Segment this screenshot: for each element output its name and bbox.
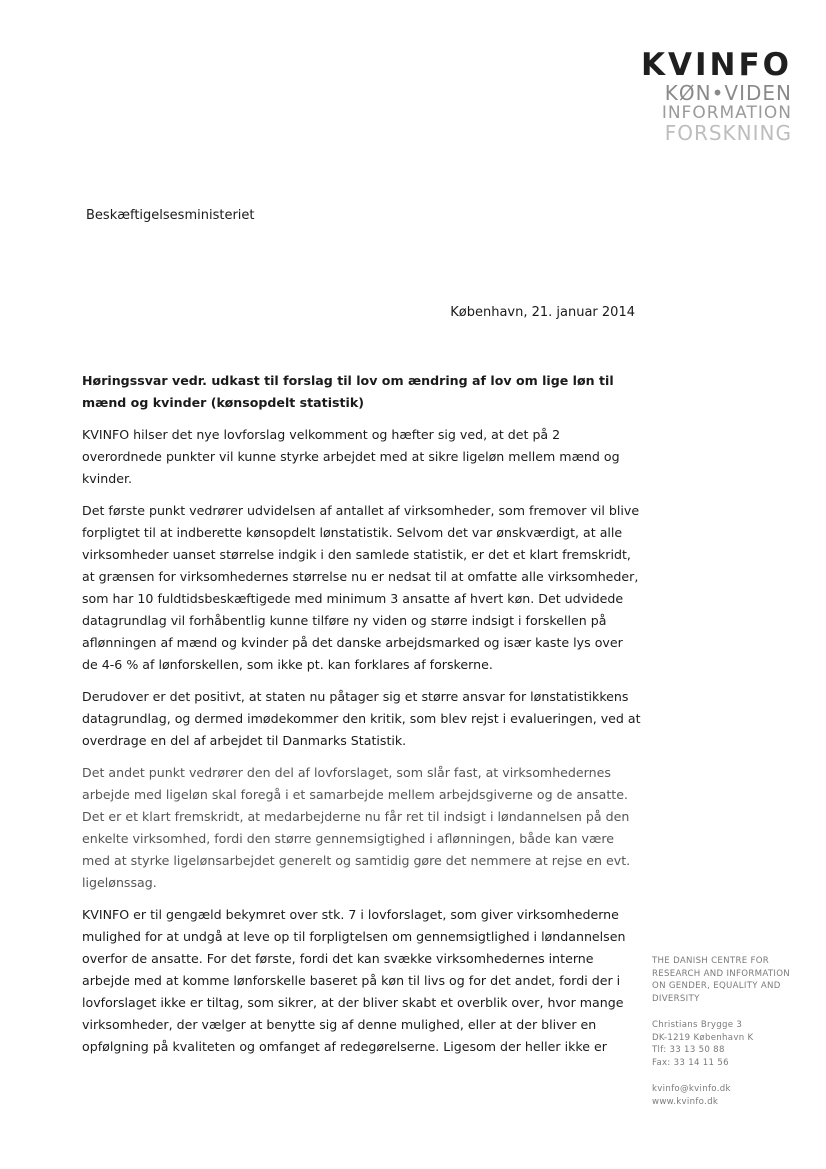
logo-line-3: INFORMATION: [661, 103, 792, 123]
org-line: DIVERSITY: [652, 993, 700, 1004]
phone-line: Tlf: 33 13 50 88: [652, 1045, 725, 1055]
fax-line: Fax: 33 14 11 56: [652, 1057, 729, 1068]
dateline: København, 21. januar 2014: [450, 305, 635, 320]
letter-title: Høringssvar vedr. udkast til forslag til lov om ændring af lov om lige løn til mænd og kvinder (kønsopdelt statistik): [82, 373, 614, 410]
letter-body: [82, 370, 642, 1068]
org-line: THE DANISH CENTRE FOR: [652, 956, 770, 966]
org-line: ON GENDER, EQUALITY AND: [652, 981, 781, 991]
logo-line-4: FORSKNING: [664, 121, 792, 145]
email-link[interactable]: kvinfo@kvinfo.dk: [652, 1084, 731, 1094]
paragraph-3: Derudover er det positivt, at staten nu påtager sig et større ansvar for lønstatistikkens datagrundlag, og dermed imødekommer den kritik, som blev rejst i evalueringen, ved at overdrage en del af arbejdet til Danmarks Statistik.: [82, 689, 641, 748]
paragraph-2: Det første punkt vedrører udvidelsen af antallet af virksomheder, som fremover vil blive forpligtet til at indberette kønsopdelt lønstatistik. Selvom det var ønskværdigt, at alle virksomheder uanset størrelse indgik i den samlede statistik, er det et klart fremskridt, at grænsen for virksomhedernes størrelse nu er nedsat til at omfatte alle virksomheder, som har 10 fuldtidsbeskæftigede med minimum 3 ansatte af hvert køn. Det udvidede datagrundlag vil forhåbentlig kunne tilføre ny viden og større indsigt i forskellen på aflønningen af mænd og kvinder på det danske arbejdsmarked og især kaste lys over de 4-6 % af lønforskellen, som ikke pt. kan forklares af forskerne.: [82, 503, 640, 672]
paragraph-5: KVINFO er til gengæld bekymret over stk. 7 i lovforslaget, som giver virksomhederne mulighed for at undgå at leve op til forpligtelsen om gennemsigtlighed i løndannelsen overfor de ansatte. For det første, fordi det kan svække virksomhedernes interne arbejde med at komme lønforskelle baseret på køn til livs og for det andet, fordi der i lovforslaget ikke er tiltag, som sikrer, at der bliver skabt et overblik over, hvor mange virksomheder, der vælger at benytte sig af denne mulighed, eller at der bliver en opfølgning på kvaliteten og omfanget af redegørelserne. Ligesom der heller ikke er: [82, 907, 626, 1054]
logo-line-2: KØN•VIDEN: [664, 81, 792, 105]
contact-block: [652, 1083, 812, 1108]
org-line: RESEARCH AND INFORMATION: [652, 968, 791, 979]
website-link[interactable]: www.kvinfo.dk: [652, 1096, 719, 1107]
address-block: [652, 1019, 812, 1069]
address-line: Christians Brygge 3: [652, 1020, 743, 1030]
kvinfo-logo: [632, 47, 792, 145]
recipient: Beskæftigelsesministeriet: [86, 208, 255, 223]
logo-line-1: KVINFO: [640, 47, 792, 83]
paragraph-1: KVINFO hilser det nye lovforslag velkomment og hæfter sig ved, at det på 2 overordnede punkter vil kunne styrke arbejdet med at sikre ligeløn mellem mænd og kvinder.: [82, 427, 620, 486]
address-line: DK-1219 København K: [652, 1032, 754, 1043]
org-description: [652, 955, 812, 1005]
paragraph-4: Det andet punkt vedrører den del af lovforslaget, som slår fast, at virksomhedernes arbejde med ligeløn skal foregå i et samarbejde mellem arbejdsgiverne og de ansatte. Det er et klart fremskridt, at medarbejderne nu får ret til indsigt i løndannelsen på den enkelte virksomhed, fordi den større gennemsigtighed i aflønningen, både kan være med at styrke ligelønsarbejdet generelt og samtidig gøre det nemmere at rejse en evt. ligelønssag.: [82, 765, 631, 890]
contact-sidebar: [652, 955, 812, 1122]
